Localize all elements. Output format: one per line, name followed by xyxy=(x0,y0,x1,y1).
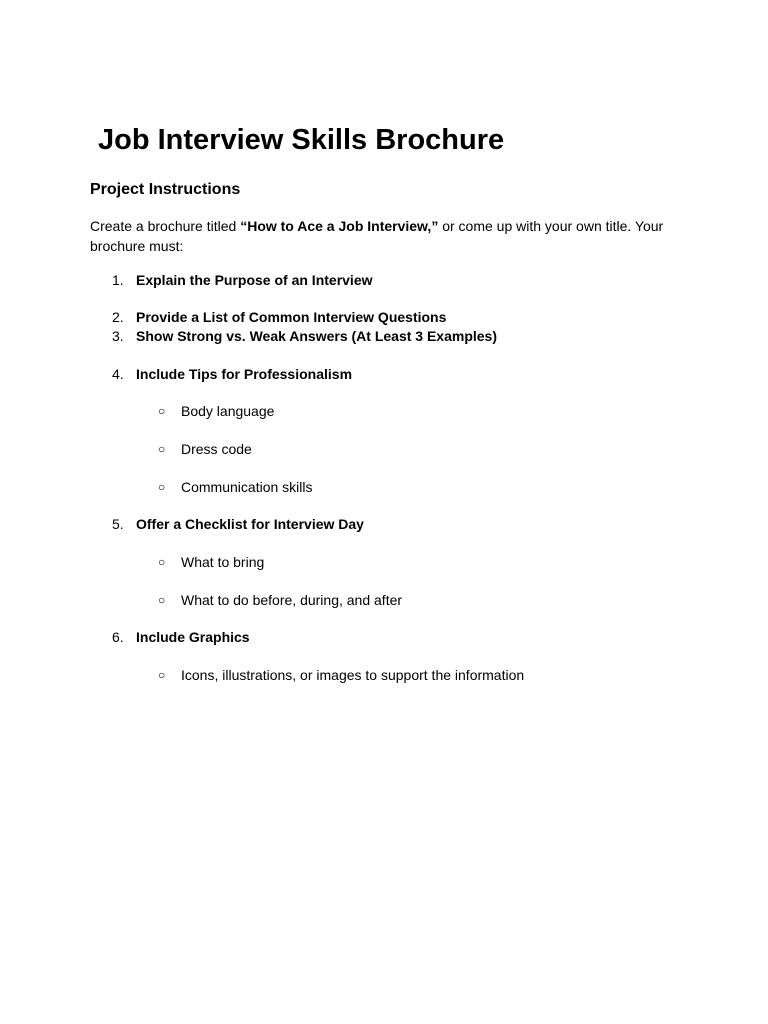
section-heading: Project Instructions xyxy=(90,181,241,198)
list-item-text: Offer a Checklist for Interview Day xyxy=(136,516,364,532)
list-item-number: 2. xyxy=(112,309,124,325)
list-item-text: Explain the Purpose of an Interview xyxy=(136,272,373,288)
hollow-circle-bullet-icon: ○ xyxy=(158,404,166,418)
hollow-circle-bullet-icon: ○ xyxy=(158,442,166,456)
list-item-text: Show Strong vs. Weak Answers (At Least 3 Examples) xyxy=(136,328,497,344)
sub-list-item-text: Body language xyxy=(181,403,275,419)
list-item-text: Include Graphics xyxy=(136,629,250,645)
sub-list-item-text: Icons, illustrations, or images to support the information xyxy=(181,667,525,683)
intro-highlight-title: “How to Ace a Job Interview,” xyxy=(240,218,439,234)
list-item-text: Include Tips for Professionalism xyxy=(136,366,353,382)
sub-list-item-text: Communication skills xyxy=(181,479,313,495)
sub-list-item-text: Dress code xyxy=(181,441,252,457)
list-item-number: 6. xyxy=(112,629,124,645)
list-item-number: 3. xyxy=(112,328,124,344)
intro-text-before: Create a brochure titled xyxy=(90,218,241,234)
intro-text-after: or come up with your own title. Your brochure must: xyxy=(90,218,664,254)
list-item-number: 5. xyxy=(112,516,124,532)
sub-list-item-text: What to do before, during, and after xyxy=(181,592,403,608)
list-item-number: 1. xyxy=(112,272,124,288)
page-title: Job Interview Skills Brochure xyxy=(98,124,505,156)
list-item-text: Provide a List of Common Interview Questions xyxy=(136,309,447,325)
sub-list-item-text: What to bring xyxy=(181,554,265,570)
list-item-number: 4. xyxy=(112,366,124,382)
hollow-circle-bullet-icon: ○ xyxy=(158,668,166,682)
hollow-circle-bullet-icon: ○ xyxy=(158,555,166,569)
hollow-circle-bullet-icon: ○ xyxy=(158,480,166,494)
intro-paragraph xyxy=(90,217,690,256)
hollow-circle-bullet-icon: ○ xyxy=(158,593,166,607)
